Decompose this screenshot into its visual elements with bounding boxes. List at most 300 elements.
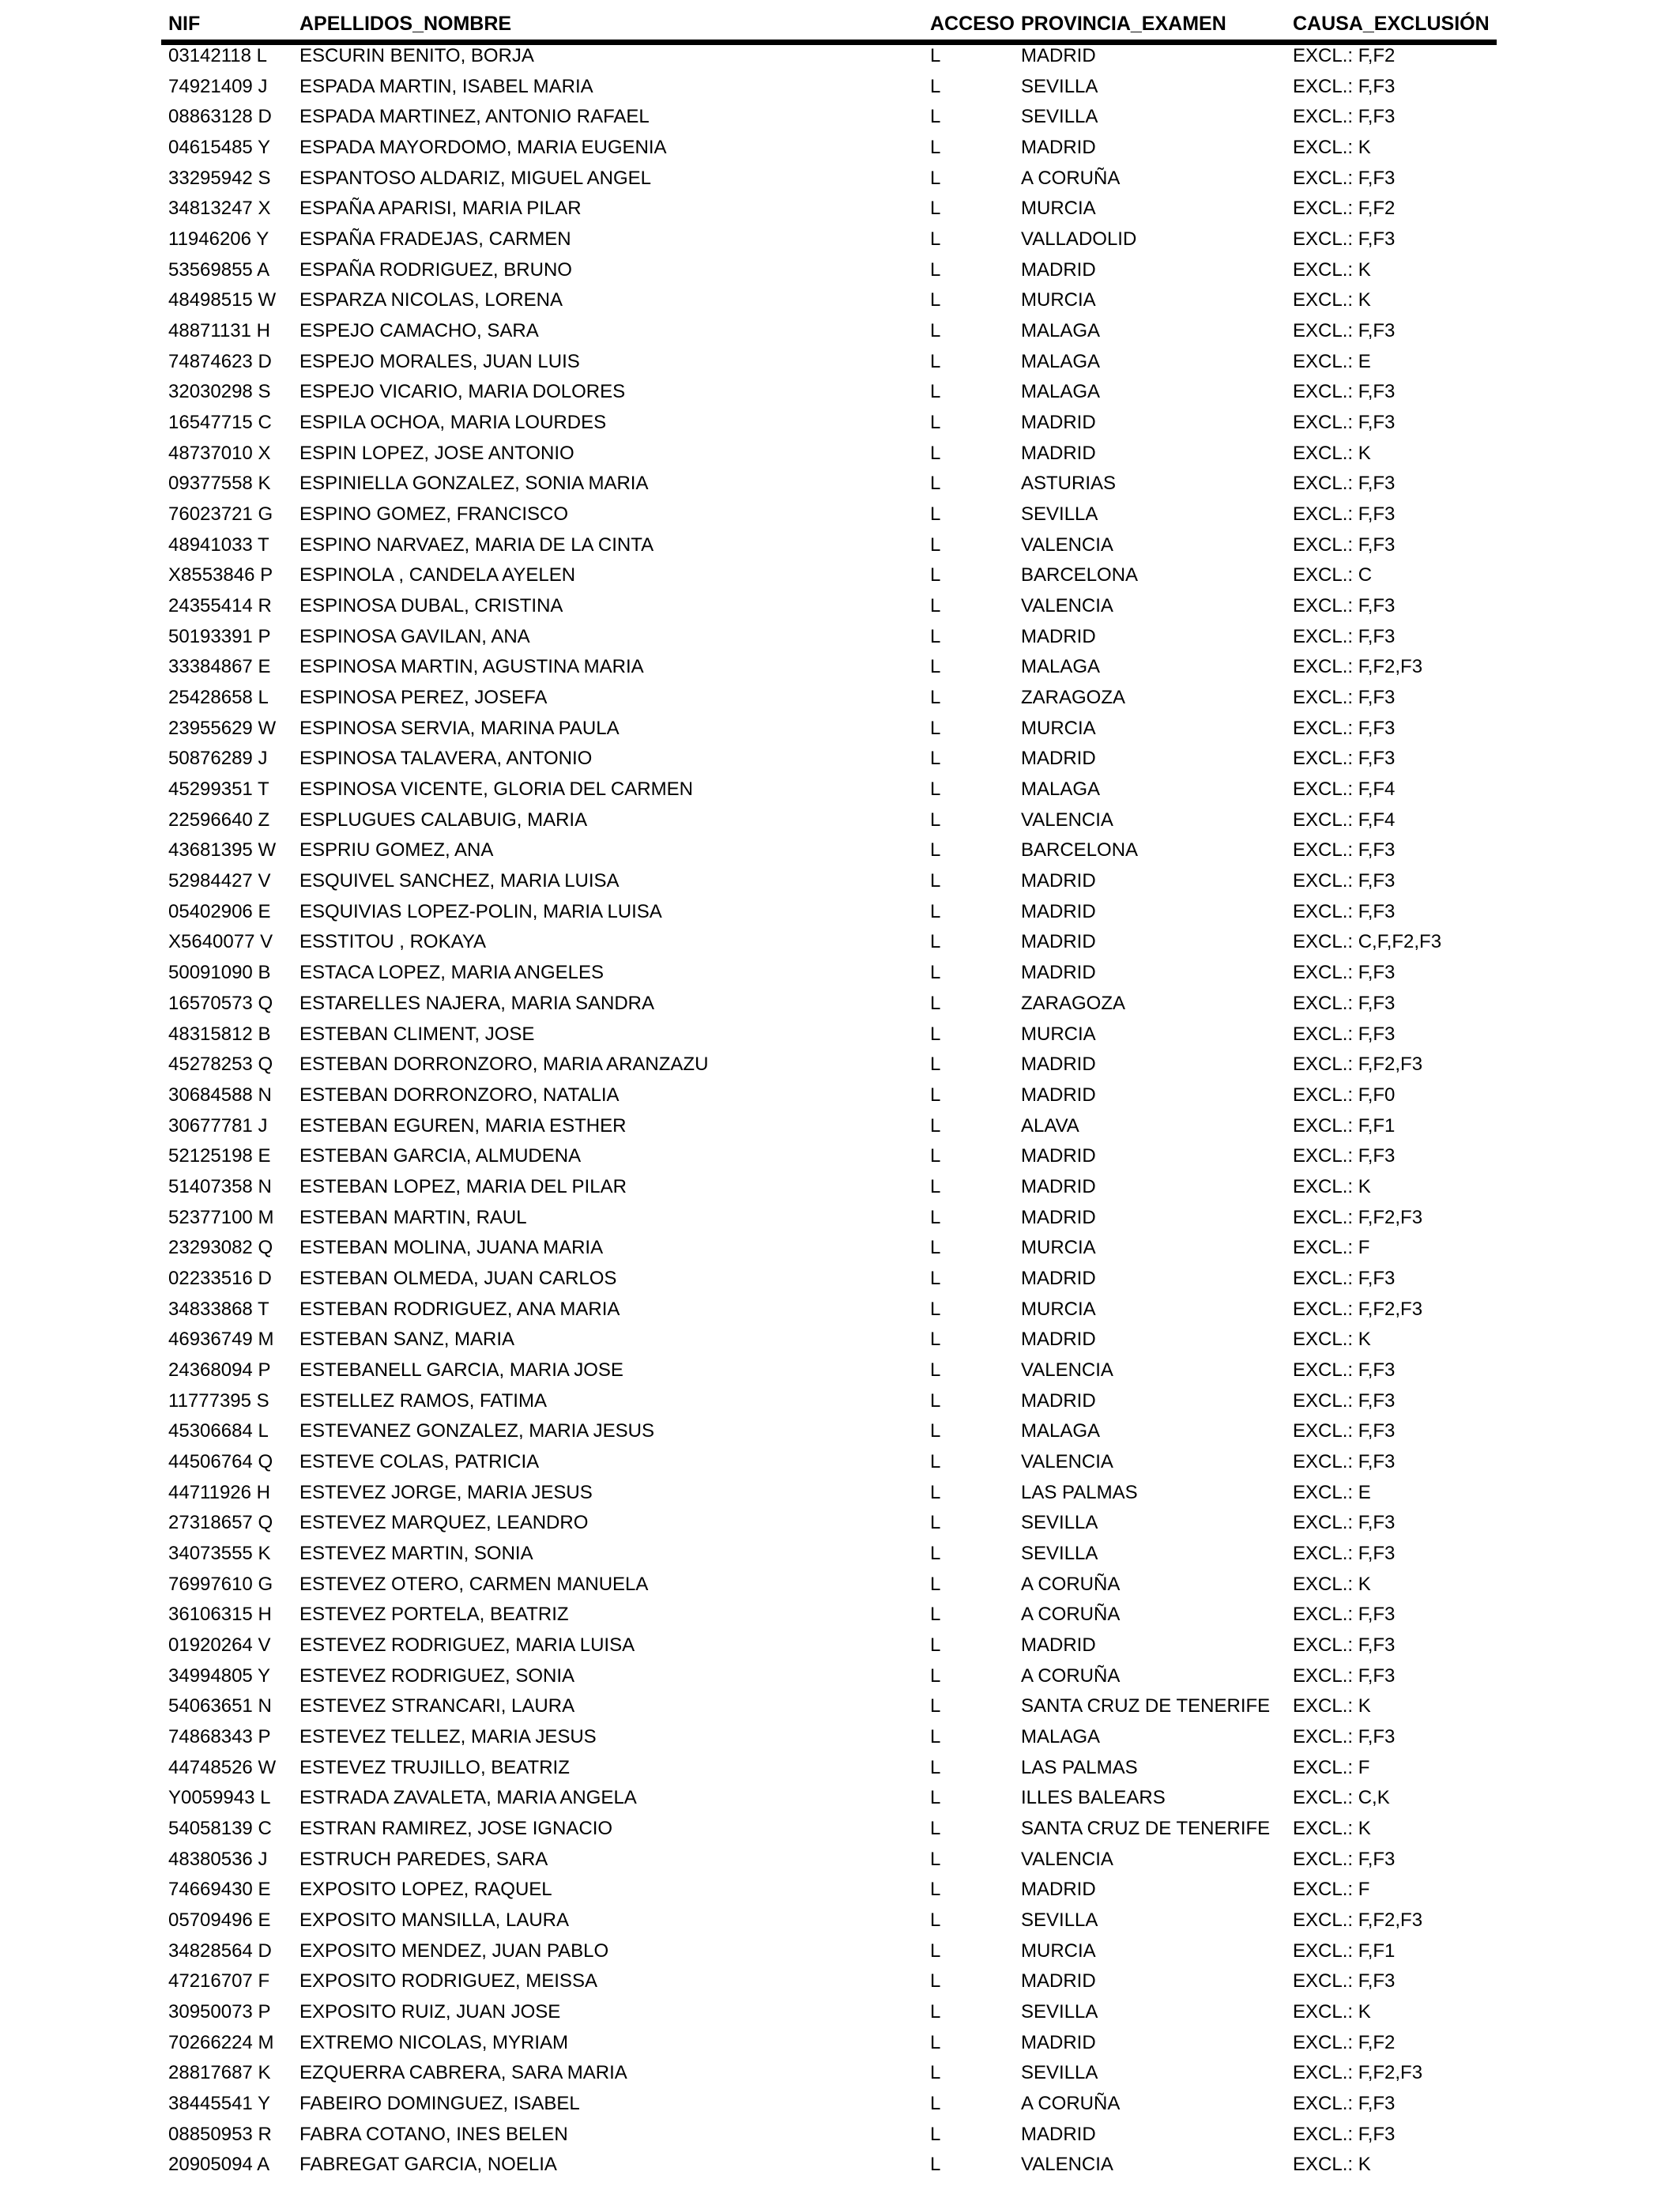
nif-cell: 44748526 W [168,1756,277,1778]
acceso-cell: L [930,1329,941,1351]
name-cell: ESPIN LOPEZ, JOSE ANTONIO [299,442,574,464]
acceso-cell: L [930,45,941,66]
causa-cell: EXCL.: F,F3 [1293,1450,1396,1472]
name-cell: ESTEVEZ RODRIGUEZ, MARIA LUISA [299,1634,635,1656]
provincia-cell: MADRID [1021,442,1096,464]
provincia-cell: MALAGA [1021,778,1101,801]
name-cell: EXPOSITO LOPEZ, RAQUEL [299,1879,552,1901]
nif-cell: X5640077 V [168,931,273,953]
table-row [0,194,1680,224]
causa-cell: EXCL.: F,F3 [1293,503,1396,526]
acceso-cell: L [930,503,941,526]
acceso-cell: L [930,656,941,678]
table-row [0,2120,1680,2151]
table-row [0,1295,1680,1325]
table-row [0,316,1680,347]
provincia-cell: MADRID [1021,1145,1096,1167]
provincia-cell: MADRID [1021,1329,1096,1351]
acceso-cell: L [930,1664,941,1687]
name-cell: ESTEBAN CLIMENT, JOSE [299,1023,535,1045]
provincia-cell: MADRID [1021,1084,1096,1106]
table-row [0,714,1680,745]
nif-cell: 30684588 N [168,1084,272,1106]
causa-cell: EXCL.: F,F2,F3 [1293,656,1423,678]
nif-cell: 45306684 L [168,1420,269,1442]
provincia-cell: BARCELONA [1021,839,1139,861]
acceso-cell: L [930,809,941,831]
provincia-cell: ZARAGOZA [1021,992,1126,1014]
provincia-cell: SEVILLA [1021,2001,1098,2022]
acceso-cell: L [930,900,941,922]
nif-cell: 74921409 J [168,75,268,97]
table-row [0,1661,1680,1692]
table-row [0,1111,1680,1142]
name-cell: ESTEVEZ MARQUEZ, LEANDRO [299,1512,589,1534]
table-row [0,1233,1680,1264]
acceso-cell: L [930,1145,941,1167]
nif-cell: 30950073 P [168,2001,271,2022]
acceso-cell: L [930,1114,941,1137]
acceso-cell: L [930,1298,941,1320]
acceso-cell: L [930,1848,941,1870]
table-row [0,897,1680,928]
provincia-cell: MALAGA [1021,1725,1101,1747]
header-name: APELLIDOS_NOMBRE [299,13,512,35]
provincia-cell: MURCIA [1021,1298,1096,1320]
acceso-cell: L [930,1879,941,1901]
nif-cell: 45278253 Q [168,1054,273,1076]
causa-cell: EXCL.: F,F3 [1293,1542,1396,1564]
causa-cell: EXCL.: F,F3 [1293,381,1396,403]
provincia-cell: VALENCIA [1021,1359,1113,1381]
acceso-cell: L [930,962,941,984]
table-row [0,377,1680,408]
causa-cell: EXCL.: C,K [1293,1787,1390,1809]
name-cell: EXPOSITO MENDEZ, JUAN PABLO [299,1940,609,1962]
provincia-cell: MADRID [1021,137,1096,159]
table-row [0,622,1680,653]
acceso-cell: L [930,106,941,128]
causa-cell: EXCL.: F,F3 [1293,962,1396,984]
acceso-cell: L [930,717,941,739]
name-cell: ESPINOSA DUBAL, CRISTINA [299,595,563,617]
name-cell: ESPADA MARTINEZ, ANTONIO RAFAEL [299,106,650,128]
provincia-cell: A CORUÑA [1021,2093,1121,2115]
acceso-cell: L [930,1420,941,1442]
name-cell: ESTEBAN MOLINA, JUANA MARIA [299,1237,604,1259]
table-row [0,1172,1680,1203]
table-row [0,1264,1680,1295]
nif-cell: 45299351 T [168,778,269,801]
name-cell: ESPAÑA RODRIGUEZ, BRUNO [299,258,572,281]
acceso-cell: L [930,625,941,647]
name-cell: ESPADA MARTIN, ISABEL MARIA [299,75,593,97]
provincia-cell: SEVILLA [1021,1512,1098,1534]
provincia-cell: ILLES BALEARS [1021,1787,1166,1809]
causa-cell: EXCL.: F,F3 [1293,1389,1396,1412]
table-row [0,1997,1680,2028]
causa-cell: EXCL.: E [1293,350,1371,372]
causa-cell: EXCL.: F,F3 [1293,75,1396,97]
name-cell: ESSTITOU , ROKAYA [299,931,487,953]
table-row [0,255,1680,286]
nif-cell: 33384867 E [168,656,271,678]
causa-cell: EXCL.: C [1293,564,1373,586]
name-cell: EZQUERRA CABRERA, SARA MARIA [299,2062,627,2084]
nif-cell: 50091090 B [168,962,271,984]
table-row [0,2028,1680,2059]
table-row [0,1325,1680,1355]
causa-cell: EXCL.: E [1293,1481,1371,1503]
causa-cell: EXCL.: K [1293,137,1371,159]
acceso-cell: L [930,228,941,251]
acceso-cell: L [930,778,941,801]
acceso-cell: L [930,533,941,556]
name-cell: ESPEJO MORALES, JUAN LUIS [299,350,580,372]
provincia-cell: VALLADOLID [1021,228,1137,251]
table-row [0,1570,1680,1600]
causa-cell: EXCL.: F,F3 [1293,687,1396,709]
table-row [0,164,1680,194]
name-cell: FABREGAT GARCIA, NOELIA [299,2154,557,2176]
nif-cell: 47216707 F [168,1970,270,1992]
table-row [0,683,1680,714]
table-row [0,499,1680,530]
provincia-cell: MALAGA [1021,381,1101,403]
nif-cell: 05402906 E [168,900,271,922]
table-row [0,530,1680,561]
name-cell: ESPINO NARVAEZ, MARIA DE LA CINTA [299,533,654,556]
name-cell: ESTEBANELL GARCIA, MARIA JOSE [299,1359,623,1381]
provincia-cell: MADRID [1021,1267,1096,1289]
header-acceso: ACCESO [930,13,1015,35]
table-row [0,2089,1680,2120]
name-cell: ESPARZA NICOLAS, LORENA [299,289,563,311]
name-cell: ESPAÑA FRADEJAS, CARMEN [299,228,571,251]
causa-cell: EXCL.: K [1293,1573,1371,1595]
table-row [0,439,1680,469]
name-cell: ESTRUCH PAREDES, SARA [299,1848,548,1870]
causa-cell: EXCL.: F,F1 [1293,1114,1396,1137]
causa-cell: EXCL.: F,F3 [1293,1970,1396,1992]
nif-cell: 24355414 R [168,595,272,617]
provincia-cell: SEVILLA [1021,2062,1098,2084]
name-cell: ESTEBAN MARTIN, RAUL [299,1206,527,1228]
table-row [0,591,1680,622]
acceso-cell: L [930,1237,941,1259]
provincia-cell: A CORUÑA [1021,1573,1121,1595]
provincia-cell: MURCIA [1021,1237,1096,1259]
name-cell: ESTEBAN GARCIA, ALMUDENA [299,1145,582,1167]
name-cell: ESQUIVEL SANCHEZ, MARIA LUISA [299,870,620,892]
table-row [0,1814,1680,1845]
name-cell: FABRA COTANO, INES BELEN [299,2123,568,2145]
table-row [0,2150,1680,2181]
nif-cell: 76997610 G [168,1573,273,1595]
nif-cell: 23293082 Q [168,1237,273,1259]
nif-cell: 48737010 X [168,442,271,464]
causa-cell: EXCL.: F,F3 [1293,1023,1396,1045]
acceso-cell: L [930,1909,941,1931]
causa-cell: EXCL.: K [1293,2154,1371,2176]
causa-cell: EXCL.: F,F3 [1293,473,1396,495]
provincia-cell: SEVILLA [1021,1542,1098,1564]
name-cell: ESTEVEZ TRUJILLO, BEATRIZ [299,1756,570,1778]
table-row [0,1753,1680,1784]
provincia-cell: ASTURIAS [1021,473,1117,495]
nif-cell: 33295942 S [168,167,271,189]
provincia-cell: LAS PALMAS [1021,1756,1138,1778]
acceso-cell: L [930,748,941,770]
causa-cell: EXCL.: F,F3 [1293,717,1396,739]
table-row [0,224,1680,255]
causa-cell: EXCL.: K [1293,289,1371,311]
causa-cell: EXCL.: K [1293,258,1371,281]
nif-cell: 50193391 P [168,625,271,647]
nif-cell: 46936749 M [168,1329,274,1351]
table-row [0,1447,1680,1478]
provincia-cell: MADRID [1021,412,1096,434]
acceso-cell: L [930,1787,941,1809]
provincia-cell: ZARAGOZA [1021,687,1126,709]
provincia-cell: SEVILLA [1021,75,1098,97]
name-cell: ESTARELLES NAJERA, MARIA SANDRA [299,992,655,1014]
causa-cell: EXCL.: K [1293,1695,1371,1717]
provincia-cell: SEVILLA [1021,106,1098,128]
acceso-cell: L [930,1206,941,1228]
causa-cell: EXCL.: F,F3 [1293,1359,1396,1381]
acceso-cell: L [930,1267,941,1289]
nif-cell: 23955629 W [168,717,277,739]
nif-cell: 38445541 Y [168,2093,271,2115]
acceso-cell: L [930,1450,941,1472]
name-cell: ESPEJO CAMACHO, SARA [299,320,539,342]
table-row [0,927,1680,958]
causa-cell: EXCL.: F,F0 [1293,1084,1396,1106]
acceso-cell: L [930,137,941,159]
name-cell: ESTRAN RAMIREZ, JOSE IGNACIO [299,1817,613,1839]
acceso-cell: L [930,1512,941,1534]
name-cell: EXPOSITO RODRIGUEZ, MEISSA [299,1970,597,1992]
causa-cell: EXCL.: F,F3 [1293,900,1396,922]
causa-cell: EXCL.: F [1293,1237,1370,1259]
header-causa: CAUSA_EXCLUSIÓN [1293,13,1490,35]
provincia-cell: MADRID [1021,870,1096,892]
provincia-cell: A CORUÑA [1021,1604,1121,1626]
name-cell: ESTEBAN SANZ, MARIA [299,1329,515,1351]
causa-cell: EXCL.: F,F3 [1293,748,1396,770]
name-cell: ESTEBAN OLMEDA, JUAN CARLOS [299,1267,617,1289]
table-row [0,652,1680,683]
name-cell: ESPINOSA PEREZ, JOSEFA [299,687,548,709]
table-row [0,1080,1680,1111]
name-cell: ESTEVEZ TELLEZ, MARIA JESUS [299,1725,597,1747]
provincia-cell: VALENCIA [1021,809,1113,831]
provincia-cell: A CORUÑA [1021,1664,1121,1687]
nif-cell: 54058139 C [168,1817,272,1839]
causa-cell: EXCL.: K [1293,442,1371,464]
provincia-cell: A CORUÑA [1021,167,1121,189]
causa-cell: EXCL.: F,F3 [1293,533,1396,556]
acceso-cell: L [930,1542,941,1564]
causa-cell: EXCL.: F,F3 [1293,320,1396,342]
nif-cell: 24368094 P [168,1359,271,1381]
name-cell: ESTRADA ZAVALETA, MARIA ANGELA [299,1787,637,1809]
provincia-cell: SANTA CRUZ DE TENERIFE [1021,1817,1271,1839]
acceso-cell: L [930,564,941,586]
table-row [0,1783,1680,1814]
table-row [0,1416,1680,1447]
nif-cell: 04615485 Y [168,137,271,159]
table-row [0,1020,1680,1050]
acceso-cell: L [930,473,941,495]
name-cell: ESTEVEZ OTERO, CARMEN MANUELA [299,1573,649,1595]
table-row [0,1875,1680,1906]
provincia-cell: MADRID [1021,931,1096,953]
nif-cell: 01920264 V [168,1634,271,1656]
table-row [0,347,1680,378]
provincia-cell: MADRID [1021,1634,1096,1656]
name-cell: ESPANTOSO ALDARIZ, MIGUEL ANGEL [299,167,652,189]
provincia-cell: MURCIA [1021,717,1096,739]
provincia-cell: VALENCIA [1021,2154,1113,2176]
acceso-cell: L [930,1389,941,1412]
nif-cell: 34994805 Y [168,1664,271,1687]
acceso-cell: L [930,381,941,403]
acceso-cell: L [930,1604,941,1626]
name-cell: EXPOSITO MANSILLA, LAURA [299,1909,570,1931]
name-cell: ESTEBAN DORRONZORO, NATALIA [299,1084,620,1106]
acceso-cell: L [930,839,941,861]
name-cell: ESTEVEZ STRANCARI, LAURA [299,1695,575,1717]
nif-cell: 52984427 V [168,870,271,892]
name-cell: ESTEVEZ PORTELA, BEATRIZ [299,1604,569,1626]
acceso-cell: L [930,350,941,372]
table-row [0,102,1680,133]
table-row [0,1386,1680,1417]
provincia-cell: MALAGA [1021,350,1101,372]
nif-cell: Y0059943 L [168,1787,271,1809]
provincia-cell: MADRID [1021,1970,1096,1992]
nif-cell: 08850953 R [168,2123,272,2145]
provincia-cell: MURCIA [1021,198,1096,220]
causa-cell: EXCL.: F [1293,1879,1370,1901]
name-cell: EXPOSITO RUIZ, JUAN JOSE [299,2001,561,2022]
name-cell: ESPINOSA TALAVERA, ANTONIO [299,748,593,770]
acceso-cell: L [930,2093,941,2115]
table-row [0,958,1680,989]
name-cell: ESTEVEZ JORGE, MARIA JESUS [299,1481,593,1503]
nif-cell: 48871131 H [168,320,270,342]
table-row [0,1722,1680,1753]
provincia-cell: BARCELONA [1021,564,1139,586]
causa-cell: EXCL.: F,F2 [1293,2031,1396,2053]
nif-cell: 76023721 G [168,503,273,526]
table-row [0,866,1680,897]
nif-cell: 74669430 E [168,1879,271,1901]
nif-cell: 08863128 D [168,106,272,128]
acceso-cell: L [930,687,941,709]
nif-cell: 34813247 X [168,198,271,220]
name-cell: EXTREMO NICOLAS, MYRIAM [299,2031,569,2053]
nif-cell: 34828564 D [168,1940,272,1962]
acceso-cell: L [930,198,941,220]
acceso-cell: L [930,412,941,434]
nif-cell: 44506764 Q [168,1450,273,1472]
acceso-cell: L [930,1940,941,1962]
causa-cell: EXCL.: F,F2,F3 [1293,1206,1423,1228]
causa-cell: EXCL.: K [1293,2001,1371,2022]
acceso-cell: L [930,75,941,97]
table-row [0,1936,1680,1967]
table-row [0,1508,1680,1539]
causa-cell: EXCL.: F,F3 [1293,1634,1396,1656]
table-row [0,560,1680,591]
causa-cell: EXCL.: F,F3 [1293,595,1396,617]
nif-cell: 03142118 L [168,45,268,66]
provincia-cell: MADRID [1021,1879,1096,1901]
table-row [0,1845,1680,1875]
acceso-cell: L [930,931,941,953]
table-row [0,1691,1680,1722]
table-row [0,1539,1680,1570]
table-row [0,41,1680,72]
causa-cell: EXCL.: F,F3 [1293,1604,1396,1626]
causa-cell: EXCL.: F,F3 [1293,870,1396,892]
name-cell: ESPINOLA , CANDELA AYELEN [299,564,576,586]
name-cell: ESTEVEZ RODRIGUEZ, SONIA [299,1664,575,1687]
acceso-cell: L [930,1054,941,1076]
causa-cell: EXCL.: F,F3 [1293,2093,1396,2115]
causa-cell: EXCL.: F,F3 [1293,992,1396,1014]
nif-cell: 09377558 K [168,473,271,495]
causa-cell: EXCL.: F,F4 [1293,809,1396,831]
causa-cell: EXCL.: F [1293,1756,1370,1778]
nif-cell: 25428658 L [168,687,269,709]
name-cell: ESTACA LOPEZ, MARIA ANGELES [299,962,605,984]
table-row [0,285,1680,316]
name-cell: ESPLUGUES CALABUIG, MARIA [299,809,588,831]
causa-cell: EXCL.: F,F3 [1293,1664,1396,1687]
causa-cell: EXCL.: F,F3 [1293,1848,1396,1870]
name-cell: ESTEBAN DORRONZORO, MARIA ARANZAZU [299,1054,709,1076]
acceso-cell: L [930,2123,941,2145]
causa-cell: EXCL.: F,F3 [1293,228,1396,251]
provincia-cell: SANTA CRUZ DE TENERIFE [1021,1695,1271,1717]
provincia-cell: MADRID [1021,1054,1096,1076]
acceso-cell: L [930,2154,941,2176]
acceso-cell: L [930,1084,941,1106]
acceso-cell: L [930,2001,941,2022]
provincia-cell: VALENCIA [1021,1450,1113,1472]
nif-cell: 27318657 Q [168,1512,273,1534]
table-row [0,805,1680,836]
causa-cell: EXCL.: F,F3 [1293,625,1396,647]
acceso-cell: L [930,1481,941,1503]
acceso-cell: L [930,1359,941,1381]
name-cell: ESTEVANEZ GONZALEZ, MARIA JESUS [299,1420,654,1442]
nif-cell: 52377100 M [168,1206,274,1228]
nif-cell: 22596640 Z [168,809,270,831]
provincia-cell: MURCIA [1021,1940,1096,1962]
provincia-cell: MURCIA [1021,1023,1096,1045]
causa-cell: EXCL.: F,F1 [1293,1940,1396,1962]
nif-cell: 48498515 W [168,289,277,311]
causa-cell: EXCL.: F,F3 [1293,412,1396,434]
acceso-cell: L [930,1023,941,1045]
acceso-cell: L [930,1175,941,1197]
provincia-cell: SEVILLA [1021,1909,1098,1931]
